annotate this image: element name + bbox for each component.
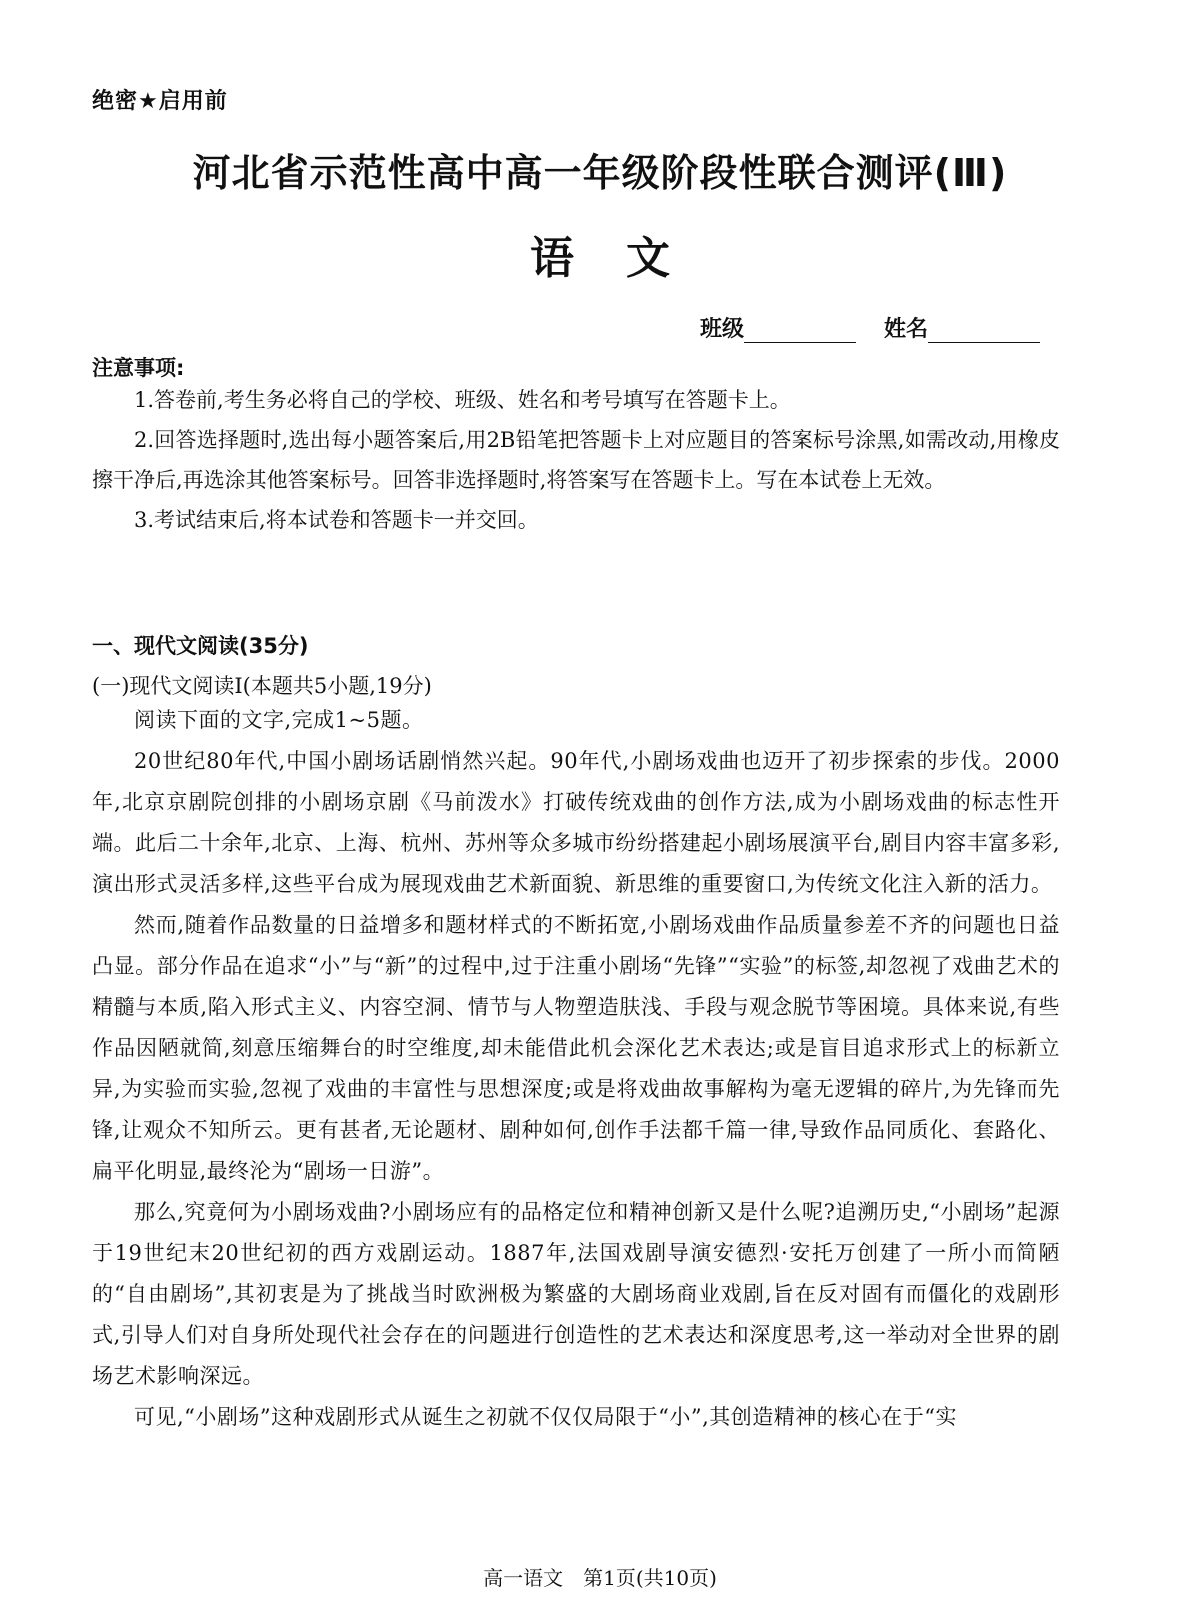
notes-list (92, 380, 1060, 540)
notes-title: 注意事项: (92, 356, 185, 380)
note-item: 2.回答选择题时,选出每小题答案后,用2B铅笔把答题卡上对应题目的答案标号涂黑,如需改动,用橡皮擦干净后,再选涂其他答案标号。回答非选择题时,将答案写在答题卡上。写在本试卷上无效。 (92, 428, 1060, 492)
student-info (700, 312, 1068, 343)
section-subtitle: (一)现代文阅读Ⅰ(本题共5小题,19分) (92, 674, 432, 698)
name-blank (928, 320, 1040, 343)
reading-passage (92, 700, 1060, 1438)
passage-paragraph: 那么,究竟何为小剧场戏曲?小剧场应有的品格定位和精神创新又是什么呢?追溯历史,“小剧场”起源于19世纪末20世纪初的西方戏剧运动。1887年,法国戏剧导演安德烈·安托万创建了一所小而简陋的“自由剧场”,其初衷是为了挑战当时欧洲极为繁盛的大剧场商业戏剧,旨在反对固有而僵化的戏剧形式,引导人们对自身所处现代社会存在的问题进行创造性的艺术表达和深度思考,这一举动对全世界的剧场艺术影响深远。 (92, 1200, 1060, 1388)
passage-paragraph: 阅读下面的文字,完成1~5题。 (134, 708, 424, 732)
name-label: 姓名 (884, 317, 929, 342)
passage-paragraph: 20世纪80年代,中国小剧场话剧悄然兴起。90年代,小剧场戏曲也迈开了初步探索的步伐。2000年,北京京剧院创排的小剧场京剧《马前泼水》打破传统戏曲的创作方法,成为小剧场戏曲的标志性开端。此后二十余年,北京、上海、杭州、苏州等众多城市纷纷搭建起小剧场展演平台,剧目内容丰富多彩,演出形式灵活多样,这些平台成为展现戏曲艺术新面貌、新思维的重要窗口,为传统文化注入新的活力。 (92, 749, 1060, 896)
exam-title: 河北省示范性高中高一年级阶段性联合测评(Ⅲ) (192, 151, 1008, 195)
passage-paragraph: 可见,“小剧场”这种戏剧形式从诞生之初就不仅仅局限于“小”,其创造精神的核心在于“实 (134, 1405, 958, 1429)
note-item: 3.考试结束后,将本试卷和答题卡一并交回。 (134, 508, 539, 532)
secret-mark: 绝密★启用前 (92, 89, 228, 114)
subject-title: 语文 (530, 233, 722, 284)
class-blank (744, 320, 856, 343)
page-footer: 高一语文 第1页(共10页) (483, 1566, 717, 1590)
class-label: 班级 (700, 317, 745, 342)
section-title: 一、现代文阅读(35分) (92, 634, 309, 658)
note-item: 1.答卷前,考生务必将自己的学校、班级、姓名和考号填写在答题卡上。 (134, 388, 791, 412)
passage-paragraph: 然而,随着作品数量的日益增多和题材样式的不断拓宽,小剧场戏曲作品质量参差不齐的问题也日益凸显。部分作品在追求“小”与“新”的过程中,过于注重小剧场“先锋”“实验”的标签,却忽视了戏曲艺术的精髓与本质,陷入形式主义、内容空洞、情节与人物塑造肤浅、手段与观念脱节等困境。具体来说,有些作品因陋就简,刻意压缩舞台的时空维度,却未能借此机会深化艺术表达;或是盲目追求形式上的标新立异,为实验而实验,忽视了戏曲的丰富性与思想深度;或是将戏曲故事解构为毫无逻辑的碎片,为先锋而先锋,让观众不知所云。更有甚者,无论题材、剧种如何,创作手法都千篇一律,导致作品同质化、套路化、扁平化明显,最终沦为“剧场一日游”。 (92, 913, 1060, 1183)
